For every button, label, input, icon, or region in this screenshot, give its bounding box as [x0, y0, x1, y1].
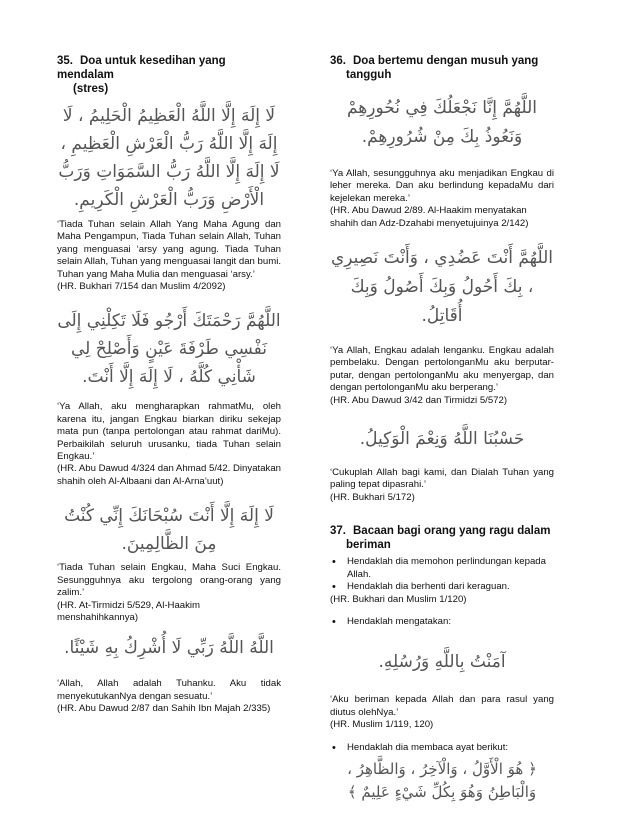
bullet-item: • Hendaklah dia memohon perlindungan kepada Allah. — [330, 556, 554, 581]
hadith-reference: (HR. At-Tirmidzi 5/529, Al-Haakim menshahihkannya) — [57, 599, 201, 623]
heading-text: Doa bertemu dengan musuh yang — [353, 55, 539, 67]
hadith-reference: (HR. Abu Dawud 2/87 dan Sahih Ibn Majah 2/335) — [57, 703, 271, 715]
hadith-reference: (HR. Muslim 1/119, 120) — [330, 719, 434, 731]
heading-text-cont: (stres) — [73, 83, 109, 95]
section-35-heading — [57, 54, 281, 96]
section-35 — [57, 54, 281, 293]
section-number: 37. — [330, 525, 346, 538]
hadith-reference: (HR. Abu Dawud 3/42 dan Tirmidzi 5/572) — [330, 394, 508, 406]
dua-block — [330, 244, 554, 407]
hadith-reference: (HR. Bukhari dan Muslim 1/120) — [330, 593, 467, 605]
translation-text: ‘Ya Allah, aku mengharapkan rahmatMu, oleh karena itu, jangan Engkau biarkan diriku sekejap mata pun (tanpa pertolongan atau rahmat dariMu). Perbaikilah seluruh urusanku, tiada Tuhan selain Engkau.’ — [57, 401, 281, 463]
section-37-heading — [330, 524, 554, 552]
section-36-heading — [330, 54, 554, 82]
heading-text: Doa untuk kesedihan yang mendalam — [57, 55, 226, 81]
section-36 — [330, 54, 554, 230]
bullet-item: • Hendaklah dia berhenti dari keraguan. — [330, 581, 554, 593]
right-column — [330, 54, 554, 804]
hadith-reference: (HR. Bukhari 5/172) — [330, 491, 415, 503]
hadith-reference: (HR. Abu Dawud 2/89. Al-Haakim menyatakan shahih dan Adz-Dzahabi menyetujuinya 2/142) — [330, 205, 529, 229]
arabic-text: اللَّهُمَّ رَحْمَتَكَ أَرْجُو فَلَا تَكِلْنِي إِلَى نَفْسِي طَرْفَةَ عَيْنٍ وَأَصْلِحْ لِي شَأْنِي كُلَّهُ ، لَا إِلَهَ إِلَّا أَنْتَ. — [57, 311, 281, 388]
translation-text: ‘Allah, Allah adalah Tuhanku. Aku tidak menyekutukanNya dengan sesuatu.’ — [57, 678, 281, 702]
arabic-text: اللَّهُمَّ إِنَّا نَجْعَلُكَ فِي نُحُورِهِمْ وَنَعُوذُ بِكَ مِنْ شُرُورِهِمْ. — [346, 98, 538, 147]
arabic-text: لَا إِلَهَ إِلَّا أَنْتَ سُبْحَانَكَ إِنِّي كُنْتُ مِنَ الظَّالِمِينَ. — [64, 506, 274, 555]
section-number: 36. — [330, 55, 346, 67]
bullet-list — [330, 742, 554, 754]
section-37 — [330, 524, 554, 804]
arabic-text: ﴿ هُوَ الْأَوَّلُ ، وَالْآخِرُ ، وَالظَّاهِرُ ، وَالْبَاطِنُ وَهُوَ بِكُلِّ شَيْءٍ عَلِيمٌ ﴾ — [347, 759, 537, 801]
dua-block — [57, 307, 281, 488]
arabic-text: آمَنْتُ بِاللَّهِ وَرُسُلِهِ. — [378, 652, 506, 673]
heading-text: Bacaan bagi orang yang ragu dalam — [353, 525, 551, 538]
arabic-text: اللَّهُ اللَّهُ رَبِّي لَا أُشْرِكُ بِهِ شَيْئًا. — [64, 638, 274, 659]
dua-block — [57, 502, 281, 624]
bullet-list — [330, 616, 554, 628]
heading-text-cont: tangguh — [346, 69, 392, 81]
translation-text: ‘Tiada Tuhan selain Allah Yang Maha Agung dan Maha Pengampun, Tiada Tuhan selain Allah, Tuhan yang menguasai ‘arsy yang agung. Tiada Tuhan selain Allah, Tuhan yang menguasai langit dan bumi. Tuhan yang Maha Mulia dan menguasai ‘arsy.’ — [57, 219, 282, 280]
translation-text: ‘Aku beriman kepada Allah dan para rasul yang diutus olehNya.’ — [330, 694, 554, 718]
heading-text-cont: beriman — [346, 539, 391, 552]
hadith-reference: (HR. Abu Dawud 4/324 dan Ahmad 5/42. Dinyatakan shahih oleh Al-Albaani dan Al-Arna’uut) — [57, 463, 281, 487]
translation-text: ‘Ya Allah, sesungguhnya aku menjadikan Engkau di leher mereka. Dan aku berlindung kepadaMu dari kejelekan mereka.’ — [330, 168, 554, 204]
section-number: 35. — [57, 55, 73, 67]
arabic-text: لَا إِلَهَ إِلَّا اللَّهُ الْعَظِيمُ الْحَلِيمُ ، لَا إِلَهَ إِلَّا اللَّهُ رَبُّ الْعَرْشِ الْعَظِيمِ ، لَا إِلَهَ إِلَّا اللَّهُ رَبُّ السَّمَوَاتِ وَرَبُّ الْأَرْضِ وَرَبُّ الْعَرْشِ الْكَرِيمِ. — [58, 106, 280, 210]
arabic-text: اللَّهُمَّ أَنْتَ عَضُدِي ، وَأَنْتَ نَصِيرِي ، بِكَ أَحُولُ وَبِكَ أَصُولُ وَبِكَ أُقَاتِلُ. — [330, 248, 554, 327]
translation-text: ‘Tiada Tuhan selain Engkau, Maha Suci Engkau. Sesungguhnya aku tergolong orang-orang yang zalim.’ — [57, 562, 281, 599]
bullet-item: • Hendaklah dia membaca ayat berikut: — [330, 742, 554, 754]
translation-text: ‘Cukuplah Allah bagi kami, dan Dialah Tuhan yang paling tepat dipasrahi.’ — [330, 467, 554, 491]
dua-block — [330, 425, 554, 504]
bullet-list — [330, 556, 554, 593]
left-column — [57, 54, 281, 716]
arabic-text: حَسْبُنَا اللَّهُ وَنِعْمَ الْوَكِيلُ. — [359, 429, 525, 450]
translation-text: ‘Ya Allah, Engkau adalah lenganku. Engkau adalah pembelaku. Dengan pertolonganMu aku berputar-putar, dengan pertolonganMu aku menyergap, dan dengan pertolonganMu aku berperang.’ — [330, 345, 554, 394]
bullet-item: • Hendaklah mengatakan: — [330, 616, 554, 628]
dua-block — [57, 634, 281, 715]
hadith-reference: (HR. Bukhari 7/154 dan Muslim 4/2092) — [57, 281, 226, 293]
